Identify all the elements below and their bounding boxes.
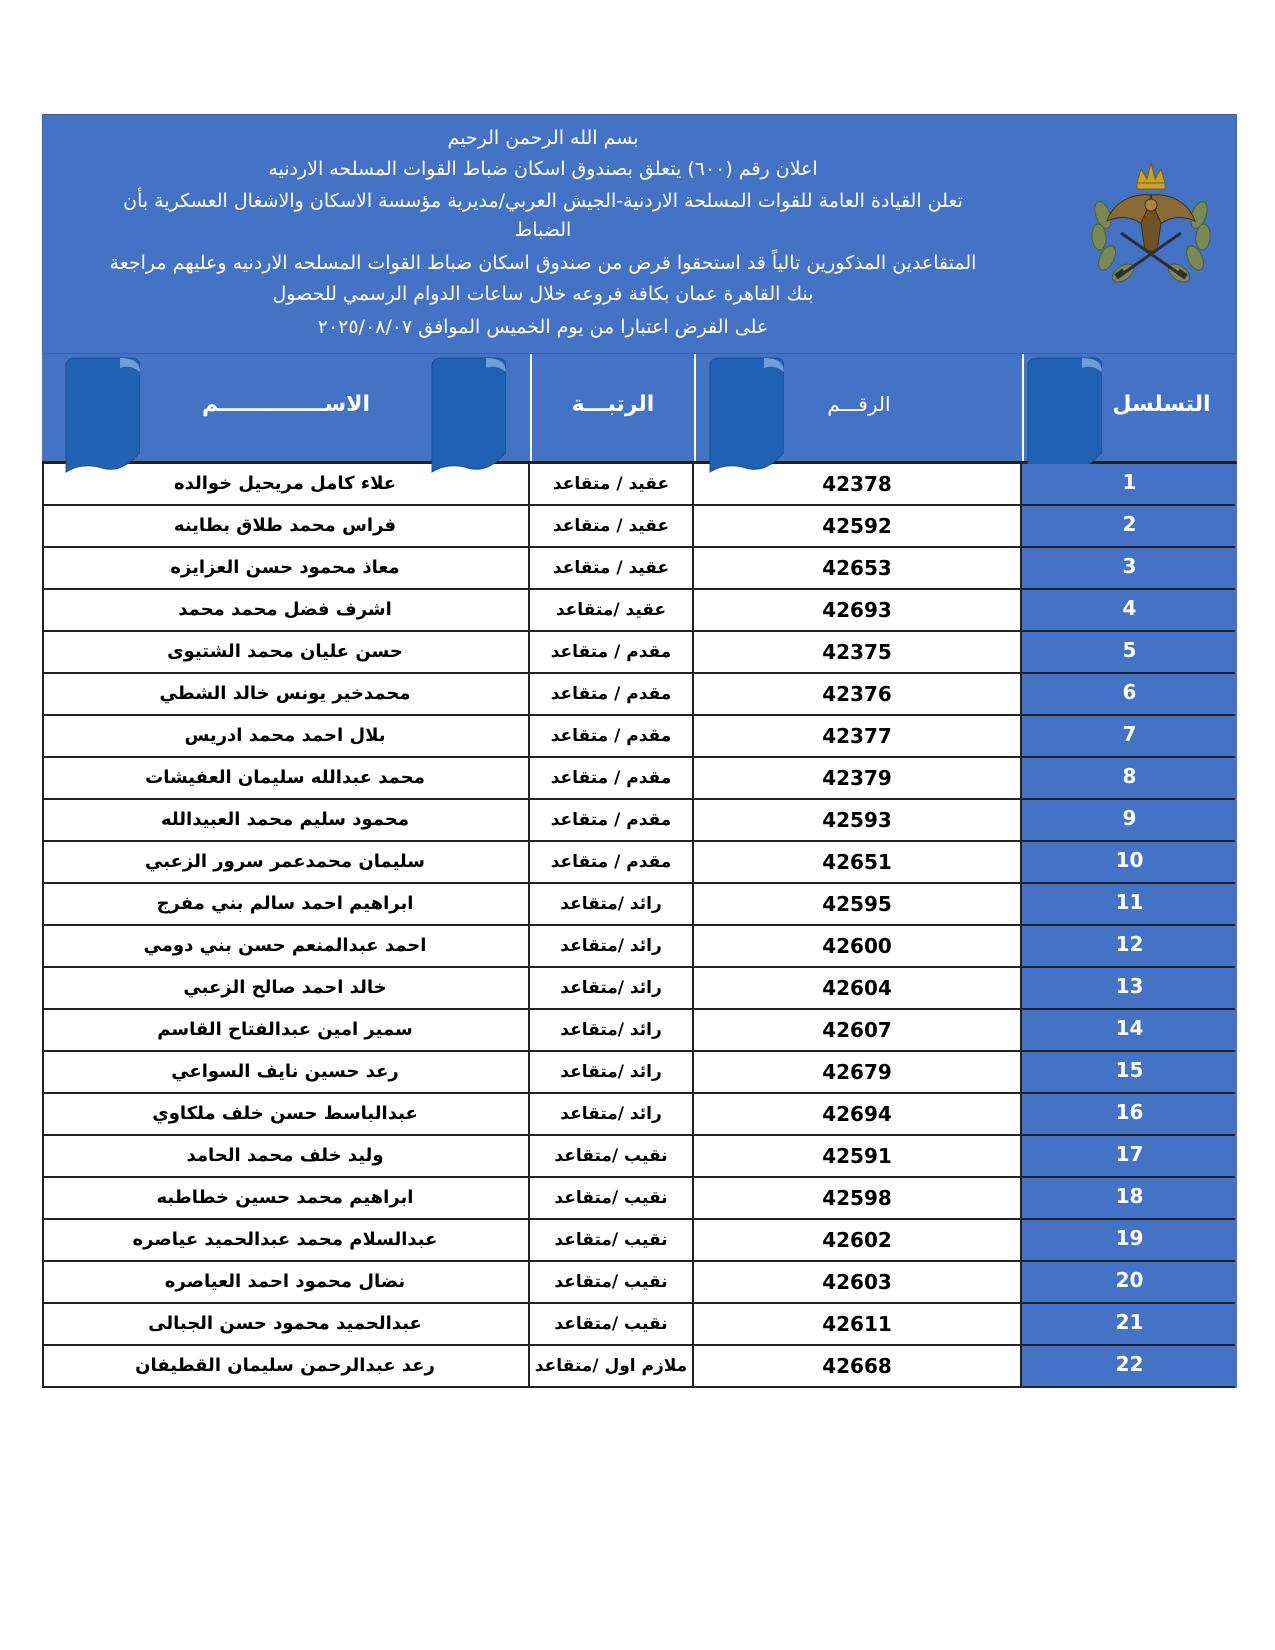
number-cell: 42653: [694, 548, 1022, 588]
rank-cell: مقدم / متقاعد: [530, 842, 694, 882]
name-cell: سمير امين عبدالفتاح القاسم: [42, 1010, 530, 1050]
rank-cell: رائد /متقاعد: [530, 1052, 694, 1092]
seq-cell: 15: [1022, 1052, 1237, 1092]
seq-cell: 7: [1022, 716, 1237, 756]
rank-cell: نقيب /متقاعد: [530, 1136, 694, 1176]
table-row: [42, 632, 1237, 674]
rank-cell: مقدم / متقاعد: [530, 674, 694, 714]
table-row: [42, 590, 1237, 632]
banner-announcement-number: اعلان رقم (٦٠٠) يتعلق بصندوق اسكان ضباط القوات المسلحه الاردنيه: [268, 158, 818, 180]
seq-cell: 4: [1022, 590, 1237, 630]
seq-cell: 13: [1022, 968, 1237, 1008]
header-number-label: الرقـــم: [827, 392, 891, 416]
name-cell: خالد احمد صالح الزعبي: [42, 968, 530, 1008]
number-cell: 42602: [694, 1220, 1022, 1260]
name-cell: رعد حسين نايف السواعي: [42, 1052, 530, 1092]
number-cell: 42591: [694, 1136, 1022, 1176]
number-cell: 42379: [694, 758, 1022, 798]
seq-cell: 3: [1022, 548, 1237, 588]
seq-cell: 18: [1022, 1178, 1237, 1218]
name-cell: علاء كامل مريحيل خوالده: [42, 464, 530, 504]
table-row: [42, 1094, 1237, 1136]
seq-cell: 6: [1022, 674, 1237, 714]
rank-cell: مقدم / متقاعد: [530, 800, 694, 840]
name-cell: احمد عبدالمنعم حسن بني دومي: [42, 926, 530, 966]
table-left-border: [42, 464, 44, 1388]
number-cell: 42592: [694, 506, 1022, 546]
rank-cell: مقدم / متقاعد: [530, 758, 694, 798]
table-row: [42, 548, 1237, 590]
header-rank-label: الرتبـــة: [571, 392, 655, 417]
table-row: [42, 758, 1237, 800]
header-name-label: الاســــــــــــــم: [201, 392, 371, 417]
number-cell: 42375: [694, 632, 1022, 672]
seq-cell: 11: [1022, 884, 1237, 924]
name-cell: فراس محمد طلاق بطاينه: [42, 506, 530, 546]
table-row: [42, 464, 1237, 506]
table-row: [42, 674, 1237, 716]
table-row: [42, 1136, 1237, 1178]
rank-cell: عقيد / متقاعد: [530, 464, 694, 504]
table-row: [42, 1178, 1237, 1220]
seq-cell: 12: [1022, 926, 1237, 966]
banner-body-line: الضباط: [514, 219, 572, 241]
table-row: [42, 506, 1237, 548]
number-cell: 42604: [694, 968, 1022, 1008]
number-cell: 42378: [694, 464, 1022, 504]
rank-cell: رائد /متقاعد: [530, 884, 694, 924]
table-row: [42, 1220, 1237, 1262]
table-row: [42, 926, 1237, 968]
rank-cell: عقيد /متقاعد: [530, 590, 694, 630]
rank-cell: نقيب /متقاعد: [530, 1178, 694, 1218]
name-cell: محمود سليم محمد العبيدالله: [42, 800, 530, 840]
number-cell: 42376: [694, 674, 1022, 714]
rank-cell: مقدم / متقاعد: [530, 632, 694, 672]
header-seq-label: التسلسل: [1112, 392, 1211, 417]
name-cell: ابراهيم محمد حسين خطاطبه: [42, 1178, 530, 1218]
rank-cell: نقيب /متقاعد: [530, 1220, 694, 1260]
rank-cell: ملازم اول /متقاعد: [530, 1346, 694, 1386]
seq-cell: 21: [1022, 1304, 1237, 1344]
rank-cell: عقيد / متقاعد: [530, 506, 694, 546]
table-row: [42, 968, 1237, 1010]
name-cell: عبدالحميد محمود حسن الجبالى: [42, 1304, 530, 1344]
seq-cell: 20: [1022, 1262, 1237, 1302]
banner-body-line: المتقاعدين المذكورين تالياً قد استحقوا قرض من صندوق اسكان ضباط القوات المسلحه الاردنيه وعليهم مراجعة: [109, 252, 977, 274]
name-cell: وليد خلف محمد الحامد: [42, 1136, 530, 1176]
name-cell: حسن عليان محمد الشتيوى: [42, 632, 530, 672]
seq-cell: 2: [1022, 506, 1237, 546]
banner-body-line: تعلن القيادة العامة للقوات المسلحة الاردنية-الجيش العربي/مديرية مؤسسة الاسكان والاشغال العسكرية بأن: [123, 190, 963, 212]
jordan-armed-forces-emblem-icon: [1081, 155, 1221, 290]
announcement-banner: [42, 114, 1237, 354]
number-cell: 42679: [694, 1052, 1022, 1092]
table-row: [42, 842, 1237, 884]
name-cell: اشرف فضل محمد محمد: [42, 590, 530, 630]
name-cell: رعد عبدالرحمن سليمان القطيفان: [42, 1346, 530, 1386]
rank-cell: نقيب /متقاعد: [530, 1262, 694, 1302]
number-cell: 42611: [694, 1304, 1022, 1344]
number-cell: 42377: [694, 716, 1022, 756]
rank-cell: عقيد / متقاعد: [530, 548, 694, 588]
name-cell: نضال محمود احمد العياصره: [42, 1262, 530, 1302]
number-cell: 42593: [694, 800, 1022, 840]
banner-date-line: على القرض اعتبارا من يوم الخميس الموافق ٢٠٢٥/٠٨/٠٧: [317, 316, 769, 338]
name-cell: محمدخير يونس خالد الشطي: [42, 674, 530, 714]
name-cell: معاذ محمود حسن العزايزه: [42, 548, 530, 588]
number-cell: 42595: [694, 884, 1022, 924]
table-row: [42, 1304, 1237, 1346]
table-row: [42, 800, 1237, 842]
name-cell: عبدالباسط حسن خلف ملكاوي: [42, 1094, 530, 1134]
header-rank-cell: [530, 354, 694, 461]
name-cell: ابراهيم احمد سالم بني مفرج: [42, 884, 530, 924]
seq-cell: 1: [1022, 464, 1237, 504]
scroll-ribbon-icon: [428, 356, 506, 474]
name-cell: سليمان محمدعمر سرور الزعبي: [42, 842, 530, 882]
number-cell: 42603: [694, 1262, 1022, 1302]
name-cell: بلال احمد محمد ادريس: [42, 716, 530, 756]
name-cell: محمد عبدالله سليمان العفيشات: [42, 758, 530, 798]
rank-cell: رائد /متقاعد: [530, 1094, 694, 1134]
table-row: [42, 716, 1237, 758]
seq-cell: 8: [1022, 758, 1237, 798]
seq-cell: 16: [1022, 1094, 1237, 1134]
seq-cell: 14: [1022, 1010, 1237, 1050]
table-right-border: [1235, 464, 1237, 1388]
table-row: [42, 1052, 1237, 1094]
rank-cell: رائد /متقاعد: [530, 926, 694, 966]
seq-cell: 10: [1022, 842, 1237, 882]
seq-cell: 19: [1022, 1220, 1237, 1260]
number-cell: 42607: [694, 1010, 1022, 1050]
number-cell: 42693: [694, 590, 1022, 630]
header-number-cell: [694, 354, 1022, 461]
rank-cell: نقيب /متقاعد: [530, 1304, 694, 1344]
number-cell: 42598: [694, 1178, 1022, 1218]
number-cell: 42694: [694, 1094, 1022, 1134]
table-row: [42, 1010, 1237, 1052]
seq-cell: 22: [1022, 1346, 1237, 1386]
header-seq-cell: [1022, 354, 1237, 461]
table-row: [42, 884, 1237, 926]
rank-cell: رائد /متقاعد: [530, 968, 694, 1008]
number-cell: 42651: [694, 842, 1022, 882]
number-cell: 42600: [694, 926, 1022, 966]
number-cell: 42668: [694, 1346, 1022, 1386]
seq-cell: 9: [1022, 800, 1237, 840]
table-row: [42, 1262, 1237, 1304]
banner-basmala: بسم الله الرحمن الرحيم: [447, 127, 639, 149]
rank-cell: مقدم / متقاعد: [530, 716, 694, 756]
table-row: [42, 1346, 1237, 1388]
banner-body-line: بنك القاهرة عمان بكافة فروعه خلال ساعات الدوام الرسمي للحصول: [272, 283, 814, 305]
name-cell: عبدالسلام محمد عبدالحميد عياصره: [42, 1220, 530, 1260]
rank-cell: رائد /متقاعد: [530, 1010, 694, 1050]
seq-cell: 5: [1022, 632, 1237, 672]
seq-cell: 17: [1022, 1136, 1237, 1176]
table-header: [42, 354, 1237, 464]
